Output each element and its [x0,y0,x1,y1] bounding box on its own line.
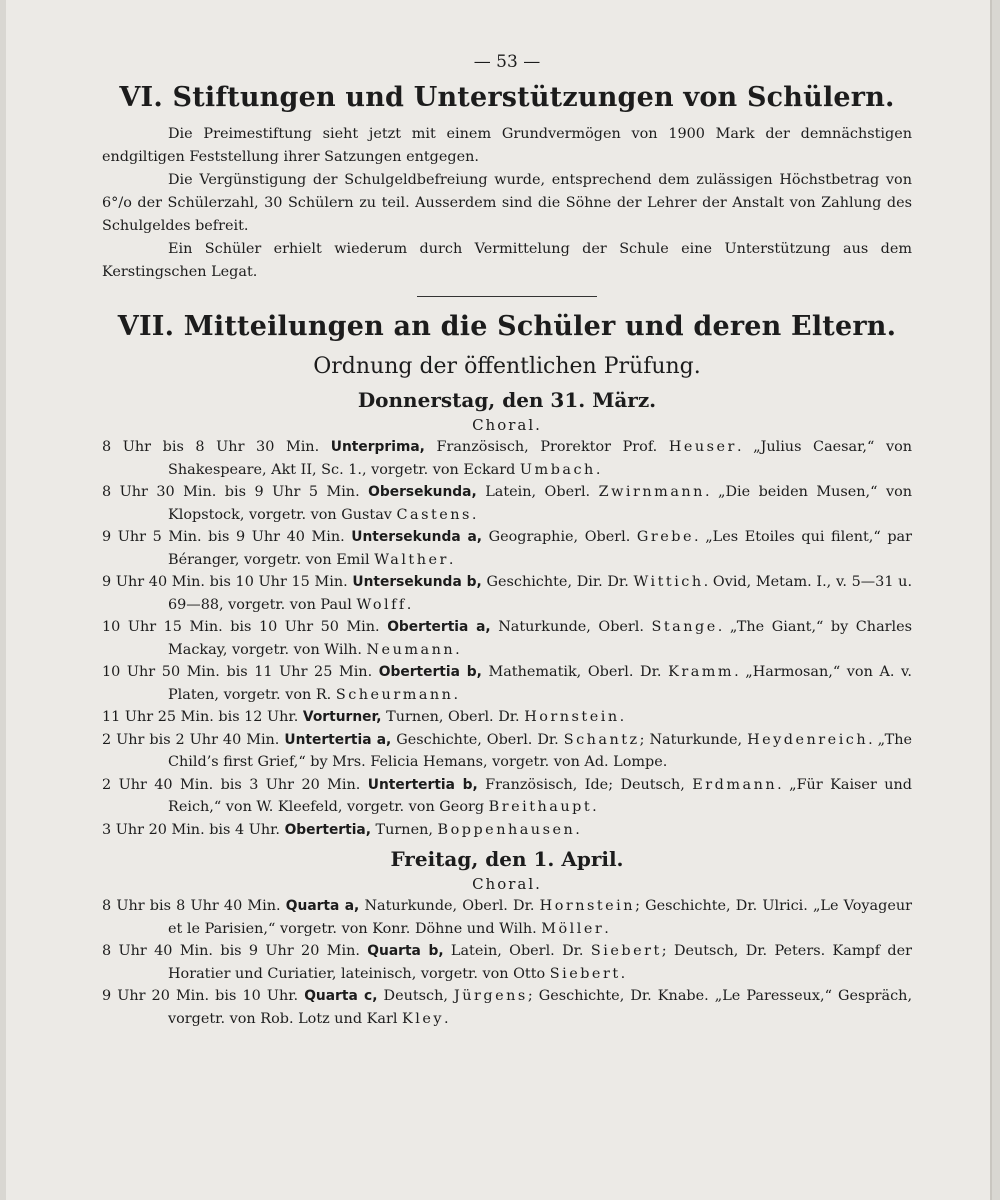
performer-name: Neumann [366,641,456,658]
schedule-entry [102,729,912,774]
teacher-name: Heuser [668,439,737,455]
entry-time: 9 Uhr 20 Min. bis 10 Uhr. [102,988,299,1004]
schedule-entry [102,774,912,819]
class-name: Obertertia a, [387,619,491,635]
entry-text: Mathematik, Oberl. Dr. [481,664,669,680]
entry-time: 2 Uhr 40 Min. bis 3 Uhr 20 Min. [102,776,361,793]
entry-text: . [455,641,460,658]
entry-text: ; Deutsch, Dr. Peters. Kampf der Horatier und Curiatier, lateinisch, vorgetr. von Otto [168,943,913,982]
class-name: Untertertia b, [367,776,478,793]
class-name: Quarta a, [285,898,360,914]
entry-text: . „Harmosan,“ von A. v. Platen, vorgetr. von R. [168,664,913,703]
entry-time: 2 Uhr bis 2 Uhr 40 Min. [102,731,280,748]
schedule-entry [102,819,912,842]
page-content [102,52,912,1030]
teacher-name: Hornstein [524,709,620,725]
schedule-entry [102,616,912,661]
entry-text: . [448,551,454,568]
entry-text: Geographie, Oberl. [482,529,637,545]
entry-time: 9 Uhr 5 Min. bis 9 Uhr 40 Min. [102,529,345,545]
entry-text: . [575,821,580,838]
entry-text: ; Geschichte, Dr. Ulrici. „Le Voyageur et le Parisien,“ vorgetr. von Konr. Döhne und Wilh. [168,898,912,937]
entry-time: 8 Uhr 30 Min. bis 9 Uhr 5 Min. [102,484,360,500]
class-name: Obertertia b, [378,664,482,680]
entry-time: 9 Uhr 40 Min. bis 10 Uhr 15 Min. [102,574,348,590]
entry-text: . „The Child’s first Grief,“ by Mrs. Felicia Hemans, vorgetr. von Ad. Lompe. [168,731,913,770]
teacher-name: Stange [651,619,718,635]
class-name: Quarta c, [304,988,378,1004]
performer-name: Siebert [549,965,621,982]
entry-text: Turnen, [370,821,438,838]
class-name: Obertertia, [284,821,371,838]
teacher-name: Erdmann [692,776,778,793]
entry-text: Naturkunde, Oberl. [490,619,652,635]
teacher-name: Zwirnmann [598,484,705,500]
section-7-title: VII. Mitteilungen an die Schüler und deren Eltern. [117,311,897,342]
schedule-entry [102,526,912,571]
class-name: Untersekunda a, [351,529,483,545]
class-name: Quarta b, [367,943,444,959]
entry-text: Naturkunde, Oberl. Dr. [359,898,540,914]
section-6-paragraph: Ein Schüler erhielt wiederum durch Vermittelung der Schule eine Unterstützung aus dem Kerstingschen Legat. [102,241,912,280]
class-name: Untertertia a, [284,731,392,748]
schedule-entry [102,940,912,985]
performer-name: Breithaupt [488,799,593,815]
exam-schedule [102,386,912,1030]
entry-time: 3 Uhr 20 Min. bis 4 Uhr. [102,821,280,838]
performer-name: Walther [374,551,449,568]
entry-text: . [604,920,609,937]
teacher-name: Kramm [668,664,735,680]
entry-text: ; Geschichte, Dr. Knabe. „Le Paresseux,“ Gespräch, vorgetr. von Rob. Lotz und Karl [168,988,913,1027]
entry-text: . [406,596,412,613]
teacher-name: Schantz [563,731,640,748]
schedule-entry [102,895,912,940]
entry-text: Latein, Oberl. Dr. [443,943,591,959]
schedule-entry [102,661,912,706]
performer-name: Wolff [356,596,407,613]
entry-text: . [620,965,626,982]
teacher-name: Wittich [633,574,704,590]
teacher-name: Boppenhausen [437,821,576,838]
entry-text: Geschichte, Dir. Dr. [481,574,634,590]
class-name: Untersekunda b, [352,574,482,590]
teacher-name: Hornstein [539,898,636,914]
day-heading: Freitag, den 1. April. [390,847,624,871]
teacher-name: Siebert [590,943,662,959]
entry-text: . „Für Kaiser und Reich,“ von W. Kleefeld, vorgetr. von Georg [168,776,912,815]
entry-text: . Ovid, Metam. I., v. 5—31 u. 69—88, vorgetr. von Paul [168,574,913,613]
section-6-title: VI. Stiftungen und Unterstützungen von Schülern. [119,82,895,113]
page-number: — 53 — [473,52,541,72]
entry-time: 11 Uhr 25 Min. bis 12 Uhr. [102,709,299,725]
teacher-name: Jürgens [454,988,528,1004]
performer-name: Kley [402,1010,444,1027]
entry-text: ; Naturkunde, [639,731,748,748]
schedule-entry [102,571,912,616]
entry-time: 8 Uhr bis 8 Uhr 40 Min. [102,898,281,914]
entry-time: 10 Uhr 50 Min. bis 11 Uhr 25 Min. [102,664,373,680]
entry-text: Französisch, Ide; Deutsch, [477,776,693,793]
section-6-paragraph: Die Vergünstigung der Schulgeldbefreiung wurde, entsprechend dem zulässigen Höchstbetrag von 6°/o der Schülerzahl, 30 Schülern zu teil. Ausserdem sind die Söhne der Lehrer der Anstalt von Zahlung des Schulgeldes befreit. [102,172,912,234]
class-name: Unterprima, [330,439,425,455]
exam-order-heading: Ordnung der öffentlichen Prüfung. [313,354,701,379]
day-heading: Donnerstag, den 31. März. [357,388,657,412]
entry-text: Deutsch, [377,988,455,1004]
entry-text: . „Les Etoiles qui filent,“ par Béranger, vorgetr. von Emil [168,529,913,568]
entry-text: . [471,506,477,523]
performer-name: Castens [396,506,472,523]
entry-time: 8 Uhr 40 Min. bis 9 Uhr 20 Min. [102,943,360,959]
entry-text: . „Julius Caesar,“ von Shakespeare, Akt II, Sc. 1., vorgetr. von Eckard [168,439,913,478]
entry-text: Geschichte, Oberl. Dr. [391,731,564,748]
performer-name: Umbach [519,461,596,478]
entry-text: . [592,799,597,815]
performer-name: Möller [541,920,605,937]
entry-time: 10 Uhr 15 Min. bis 10 Uhr 50 Min. [102,619,380,635]
choral-label: Choral. [472,416,542,434]
schedule-entry [102,436,912,481]
choral-label: Choral. [472,875,542,893]
entry-text: Latein, Oberl. [476,484,599,500]
entry-text: . „Die beiden Musen,“ von Klopstock, vorgetr. von Gustav [168,484,913,523]
entry-text: Turnen, Oberl. Dr. [381,709,525,725]
performer-name: Heydenreich [747,731,869,748]
class-name: Vorturner, [302,709,382,725]
class-name: Obersekunda, [368,484,477,500]
schedule-entry [102,481,912,526]
entry-text: . [619,709,625,725]
schedule-entry [102,706,912,729]
entry-text: . „The Giant,“ by Charles Mackay, vorgetr. von Wilh. [168,619,913,658]
entry-text: Französisch, Prorektor Prof. [424,439,669,455]
document-page [6,0,992,1200]
entry-time: 8 Uhr bis 8 Uhr 30 Min. [102,439,320,455]
section-divider [417,296,597,297]
entry-text: . [595,461,601,478]
teacher-name: Grebe [636,529,695,545]
performer-name: Scheurmann [335,686,454,703]
section-6-paragraph: Die Preimestiftung sieht jetzt mit einem Grundvermögen von 1900 Mark der demnächstigen endgiltigen Feststellung ihrer Satzungen entgegen. [102,126,912,165]
schedule-entry [102,985,912,1030]
entry-text: . [453,686,459,703]
entry-text: . [444,1010,449,1027]
